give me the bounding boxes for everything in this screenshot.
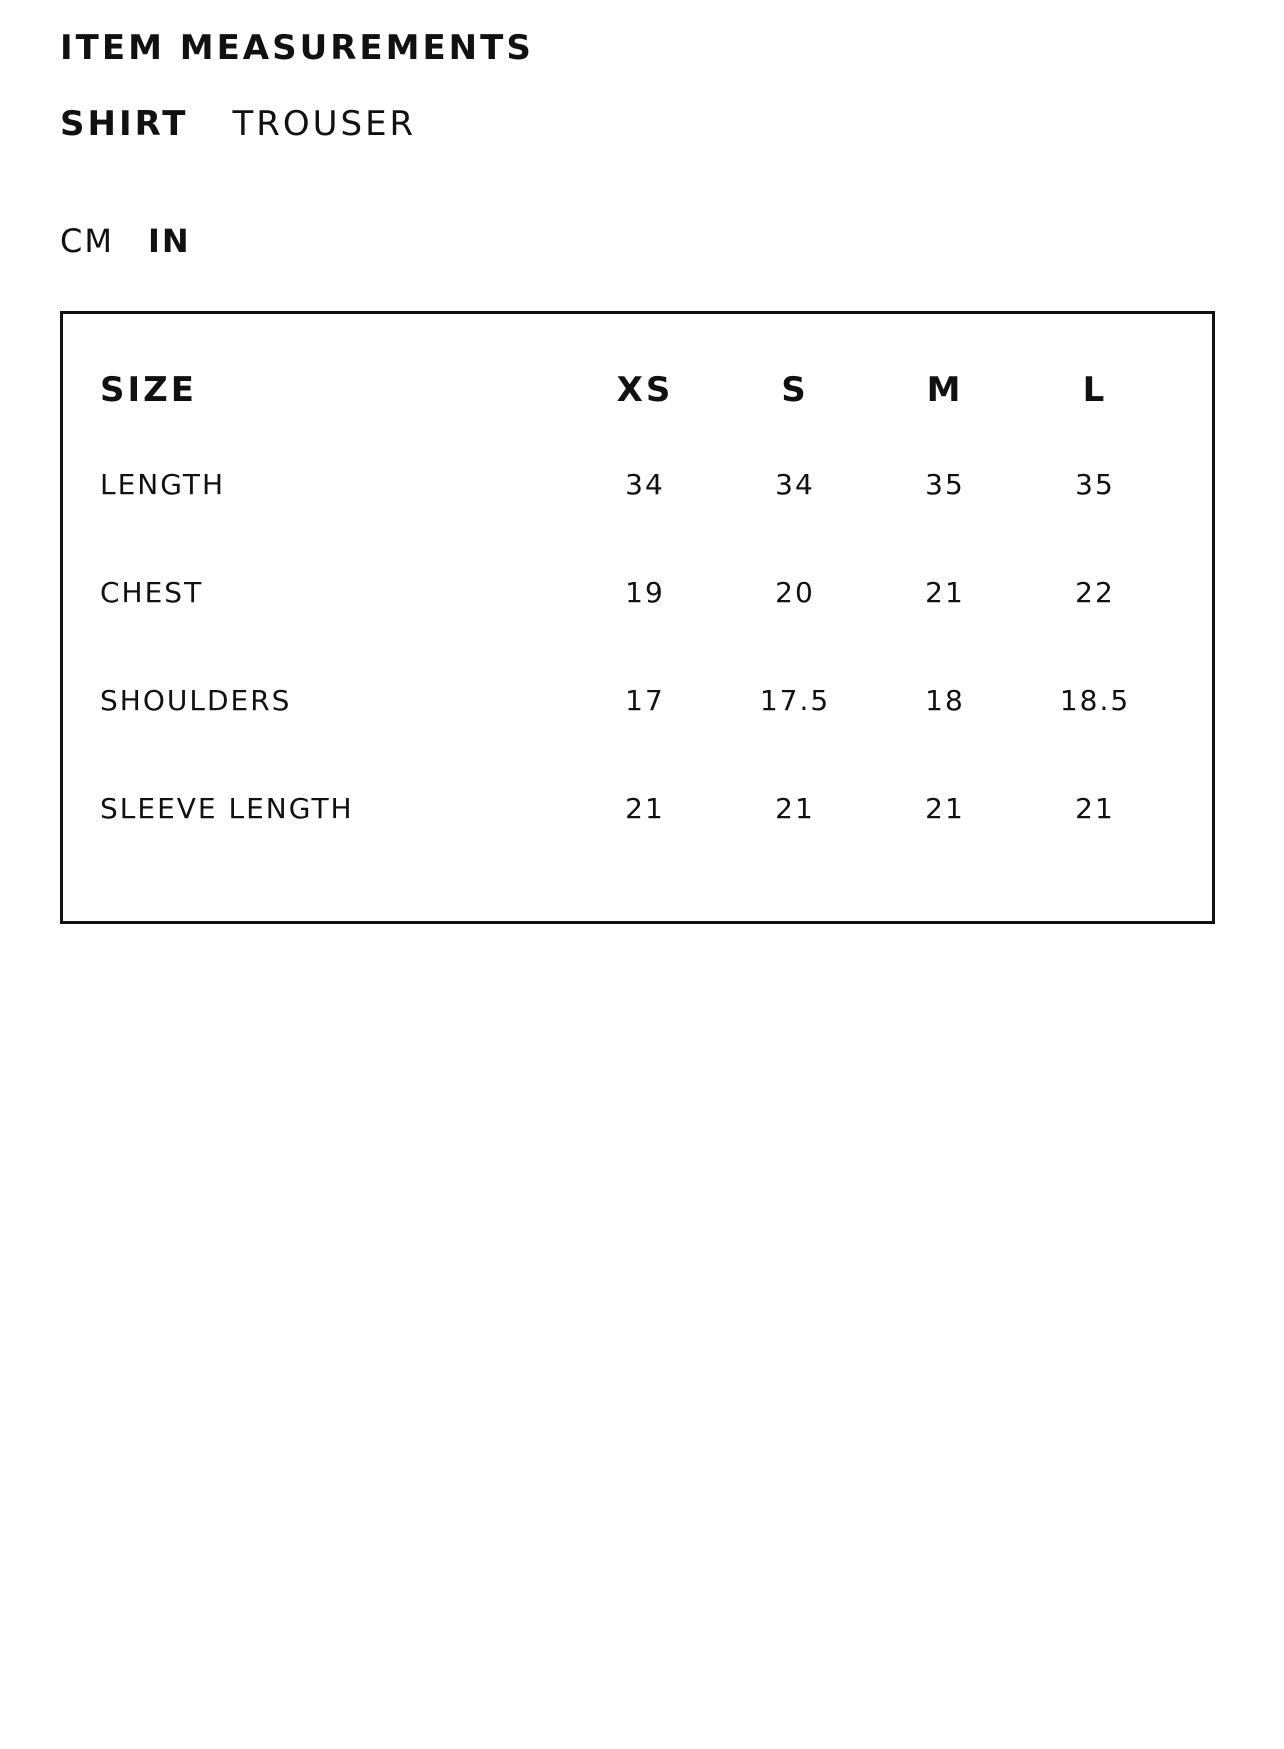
row-label: CHEST: [100, 575, 204, 609]
garment-tabs: [60, 104, 416, 144]
table-cell: 19: [625, 575, 665, 609]
table-cell: 21: [1075, 791, 1115, 825]
size-chart-table: [100, 354, 1170, 862]
table-cell: 20: [775, 575, 815, 609]
table-cell: 35: [925, 467, 965, 501]
table-row: [100, 646, 1170, 754]
row-label: SHOULDERS: [100, 683, 292, 717]
unit-in-button[interactable]: IN: [147, 222, 191, 260]
table-row: [100, 426, 1170, 538]
header-size-l: L: [1082, 370, 1108, 410]
table-cell: 35: [1075, 467, 1115, 501]
table-cell: 22: [1075, 575, 1115, 609]
table-cell: 21: [775, 791, 815, 825]
unit-cm-button[interactable]: CM: [60, 222, 114, 260]
table-row: [100, 754, 1170, 862]
table-cell: 34: [625, 467, 665, 501]
row-label: SLEEVE LENGTH: [100, 791, 354, 825]
header-size-m: M: [926, 370, 964, 410]
table-cell: 21: [925, 791, 965, 825]
header-size-xs: XS: [616, 370, 674, 410]
tab-trouser[interactable]: TROUSER: [232, 104, 417, 144]
table-row: [100, 538, 1170, 646]
row-label: LENGTH: [100, 467, 226, 501]
header-size-label: SIZE: [100, 370, 198, 410]
table-cell: 17: [625, 683, 665, 717]
table-cell: 21: [925, 575, 965, 609]
table-cell: 18.5: [1059, 683, 1131, 717]
unit-toggle: [60, 221, 191, 261]
tab-shirt[interactable]: SHIRT: [60, 104, 189, 144]
table-cell: 17.5: [759, 683, 831, 717]
table-cell: 34: [775, 467, 815, 501]
table-header-row: [100, 354, 1170, 426]
table-cell: 18: [925, 683, 965, 717]
size-chart-box: [60, 311, 1215, 924]
page-title: ITEM MEASUREMENTS: [60, 28, 534, 68]
header-size-s: S: [781, 370, 809, 410]
table-cell: 21: [625, 791, 665, 825]
